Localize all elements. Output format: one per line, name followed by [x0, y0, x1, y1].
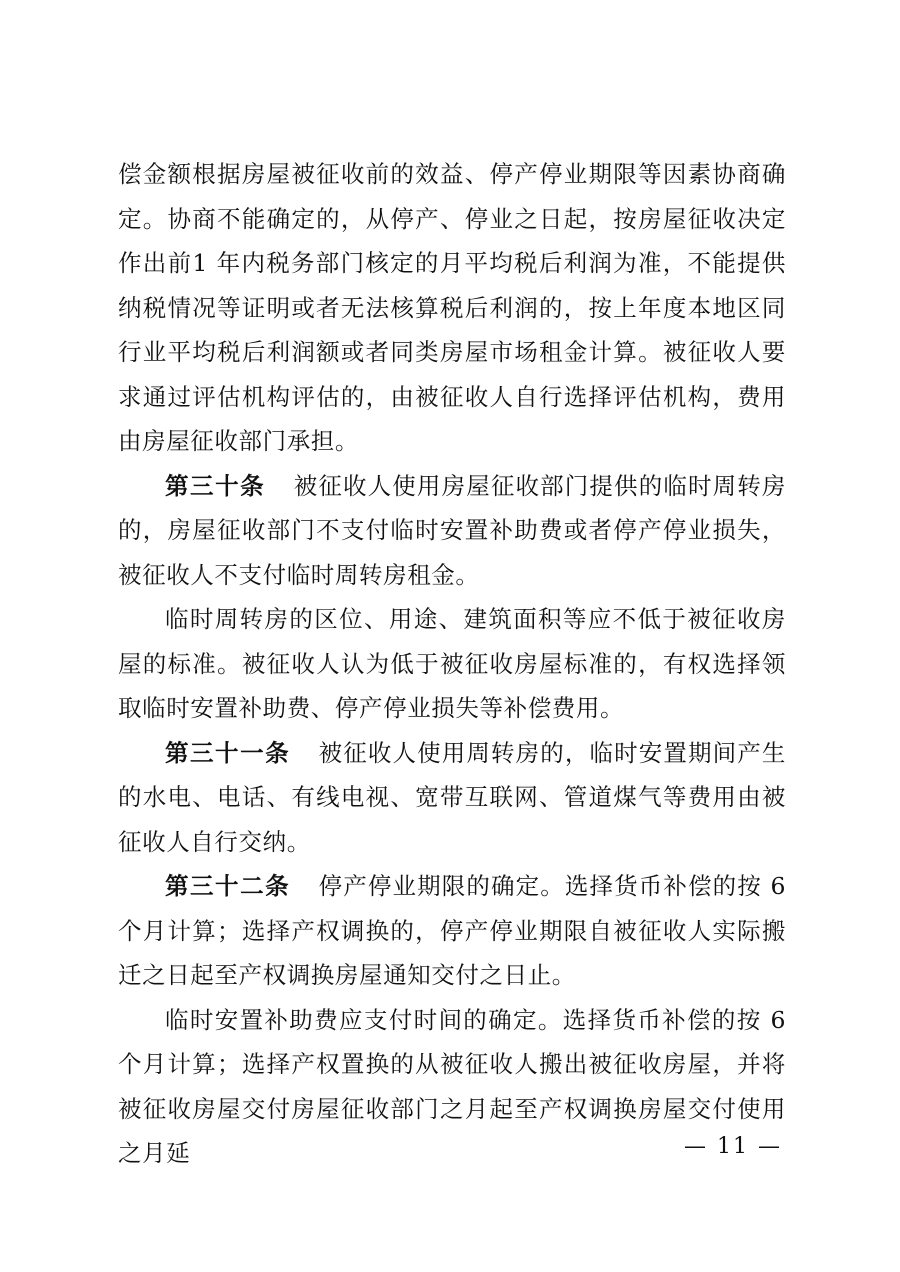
- article-30-label: 第三十条: [165, 471, 266, 500]
- page-number: — 11 —: [684, 1134, 782, 1159]
- paragraph-text: 临时安置补助费应支付时间的确定。选择货币补偿的按 6 个月计算；选择产权置换的从被征收人搬出被征收房屋，并将被征收房屋交付房屋征收部门之月起至产权调换房屋交付使用之月延: [118, 1005, 786, 1167]
- paragraph-article-30: [118, 464, 786, 598]
- paragraph-text: 临时周转房的区位、用途、建筑面积等应不低于被征收房屋的标准。被征收人认为低于被征收房屋标准的，有权选择领取临时安置补助费、停产停业损失等补偿费用。: [118, 605, 786, 722]
- paragraph-article-32: [118, 864, 786, 998]
- paragraph-compensation-continued: [118, 152, 786, 464]
- article-31-label: 第三十一条: [165, 738, 291, 767]
- paragraph-temporary-housing-standard: [118, 597, 786, 731]
- document-body: [118, 152, 786, 1176]
- paragraph-article-31: [118, 731, 786, 865]
- paragraph-text: 偿金额根据房屋被征收前的效益、停产停业期限等因素协商确定。协商不能确定的，从停产、停业之日起，按房屋征收决定作出前1 年内税务部门核定的月平均税后利润为准，不能提供纳税情况等证明或者无法核算税后利润的，按上年度本地区同行业平均税后利润额或者同类房屋市场租金计算。被征收人要求通过评估机构评估的，由被征收人自行选择评估机构，费用由房屋征收部门承担。: [118, 160, 786, 455]
- article-31-text: 被征收人使用周转房的，临时安置期间产生的水电、电话、有线电视、宽带互联网、管道煤气等费用由被征收人自行交纳。: [118, 738, 786, 856]
- article-30-text: 被征收人使用房屋征收部门提供的临时周转房的，房屋征收部门不支付临时安置补助费或者停产停业损失，被征收人不支付临时周转房租金。: [118, 471, 787, 589]
- article-32-label: 第三十二条: [165, 872, 291, 900]
- article-32-text: 停产停业期限的确定。选择货币补偿的按 6 个月计算；选择产权调换的，停产停业期限自被征收人实际搬迁之日起至产权调换房屋通知交付之日止。: [118, 872, 787, 989]
